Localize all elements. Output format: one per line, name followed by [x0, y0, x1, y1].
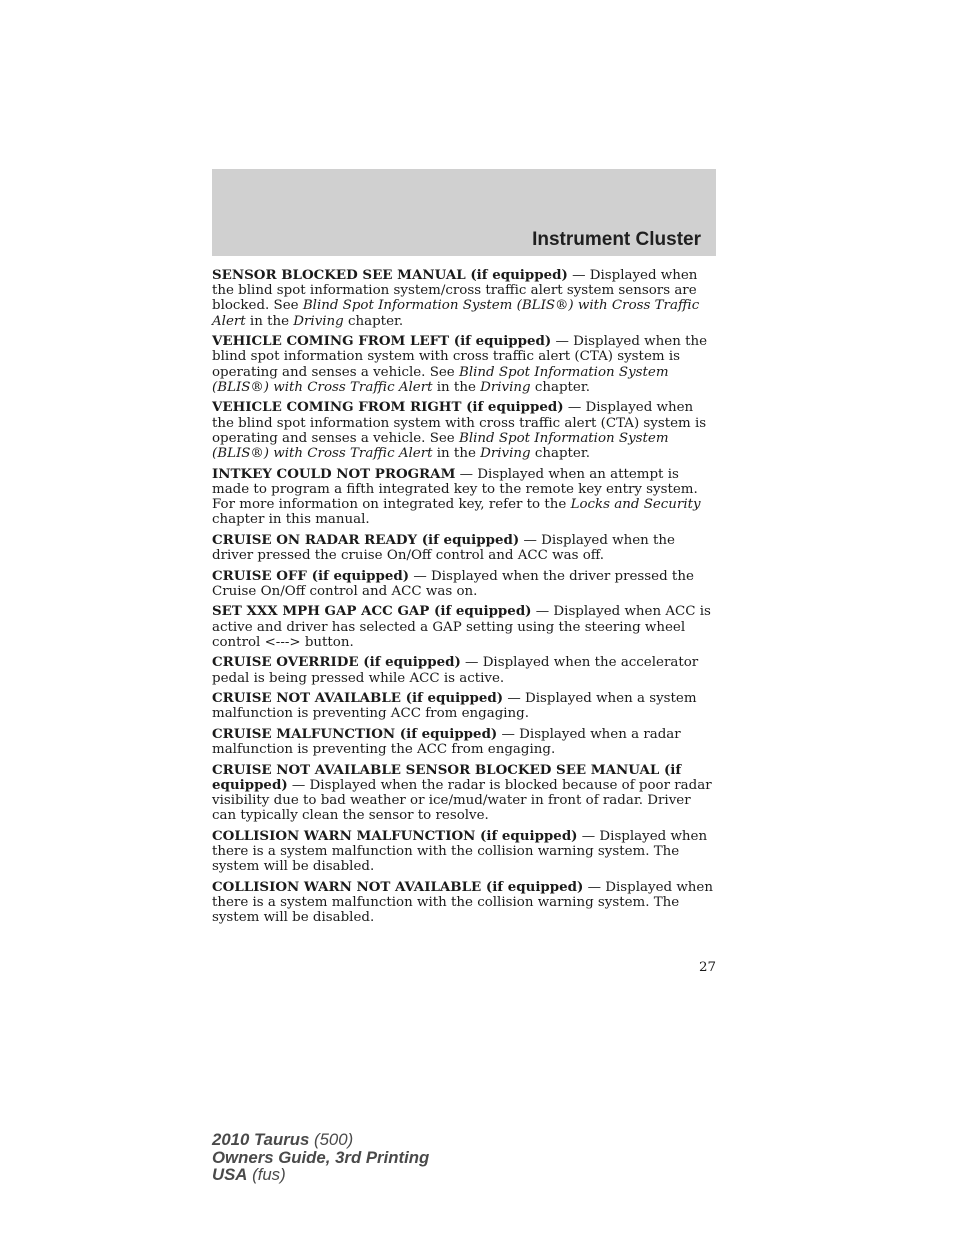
message-entry: [212, 829, 718, 875]
message-description: — Displayed when the driver pressed the Cruise On/Off control and ACC was on.: [212, 568, 694, 599]
message-entry: [212, 400, 718, 461]
message-description: chapter.: [530, 446, 591, 462]
message-term: COLLISION WARN NOT AVAILABLE (if equipped): [212, 879, 584, 895]
message-term: INTKEY COULD NOT PROGRAM: [212, 465, 456, 482]
page-number: 27: [698, 960, 716, 975]
message-entry: [212, 880, 718, 926]
message-entry: [212, 691, 718, 721]
footer-model: 2010 Taurus: [212, 1130, 310, 1149]
message-description: — Displayed when the radar is blocked because of poor radar visibility due to bad weather or ice/mud/water in front of radar. Driver can typically clean the sensor to resolve.: [212, 778, 712, 824]
message-description: — Displayed when a radar malfunction is preventing the ACC from engaging.: [212, 727, 681, 758]
message-description: — Displayed when the blind spot information system with cross traffic alert (CTA) system is operating and senses a vehicle. See: [212, 400, 707, 446]
message-entry: [212, 655, 718, 685]
message-description: chapter.: [530, 379, 591, 395]
message-description: — Displayed when the blind spot information system/cross traffic alert system sensors are blocked. See: [212, 268, 698, 314]
cross-reference: Blind Spot Information System (BLIS®) with Cross Traffic Alert: [212, 298, 700, 329]
message-entry: [212, 533, 718, 563]
message-term: CRUISE NOT AVAILABLE (if equipped): [212, 690, 504, 707]
message-description: — Displayed when there is a system malfunction with the collision warning system. The system will be disabled.: [212, 829, 708, 875]
cross-reference: Blind Spot Information System (BLIS®) with Cross Traffic Alert: [212, 430, 669, 462]
message-description: — Displayed when ACC is active and driver has selected a GAP setting using the steering wheel control <---> button.: [212, 604, 711, 650]
footer-line-market: [212, 1166, 429, 1184]
message-entry: [212, 467, 718, 528]
message-term: CRUISE OVERRIDE (if equipped): [212, 654, 461, 671]
message-entry: [212, 268, 718, 329]
section-header-band: [212, 169, 716, 256]
message-entry: [212, 763, 718, 824]
footer-line-guide: [212, 1149, 429, 1167]
cross-reference: Locks and Security: [570, 497, 701, 513]
message-description: in the: [432, 446, 481, 462]
message-entry: [212, 334, 718, 395]
message-term: VEHICLE COMING FROM LEFT (if equipped): [212, 333, 552, 350]
message-entry: [212, 569, 718, 599]
cross-reference: Driving: [293, 313, 344, 329]
cross-reference: Driving: [480, 379, 531, 395]
document-footer: [212, 1131, 429, 1184]
message-description: in the: [432, 379, 481, 395]
message-entry: [212, 604, 718, 650]
message-description: — Displayed when the driver pressed the cruise On/Off control and ACC was off.: [212, 532, 675, 564]
message-description: chapter.: [343, 313, 404, 329]
cross-reference: Blind Spot Information System (BLIS®) with Cross Traffic Alert: [212, 364, 669, 395]
message-description: — Displayed when an attempt is made to program a fifth integrated key to the remote key entry system. For more information on integrated key, refer to the: [212, 466, 698, 513]
message-term: SENSOR BLOCKED SEE MANUAL (if equipped): [212, 267, 568, 283]
message-term: CRUISE NOT AVAILABLE SENSOR BLOCKED SEE MANUAL (if equipped): [212, 761, 682, 793]
message-term: CRUISE MALFUNCTION (if equipped): [212, 726, 498, 742]
message-description: chapter in this manual.: [212, 512, 370, 528]
message-description: — Displayed when the accelerator pedal is being pressed while ACC is active.: [212, 655, 699, 686]
message-term: CRUISE ON RADAR READY (if equipped): [212, 531, 520, 548]
footer-line-model: [212, 1131, 429, 1149]
body-content: [212, 268, 718, 931]
footer-market-code: (fus): [247, 1165, 286, 1184]
message-term: SET XXX MPH GAP ACC GAP (if equipped): [212, 603, 532, 620]
message-description: in the: [245, 313, 294, 329]
footer-model-code: (500): [309, 1130, 354, 1149]
message-entry: [212, 727, 718, 757]
footer-market: USA: [212, 1165, 248, 1184]
cross-reference: Driving: [480, 446, 531, 462]
message-description: — Displayed when there is a system malfunction with the collision warning system. The system will be disabled.: [212, 880, 713, 926]
message-term: CRUISE OFF (if equipped): [212, 567, 410, 584]
section-title: Instrument Cluster: [532, 229, 701, 250]
message-description: — Displayed when the blind spot information system with cross traffic alert (CTA) system is operating and senses a vehicle. See: [212, 334, 708, 380]
message-description: — Displayed when a system malfunction is preventing ACC from engaging.: [212, 691, 697, 722]
message-term: COLLISION WARN MALFUNCTION (if equipped): [212, 828, 578, 844]
message-term: VEHICLE COMING FROM RIGHT (if equipped): [212, 399, 564, 416]
footer-guide: Owners Guide, 3rd Printing: [212, 1147, 430, 1167]
